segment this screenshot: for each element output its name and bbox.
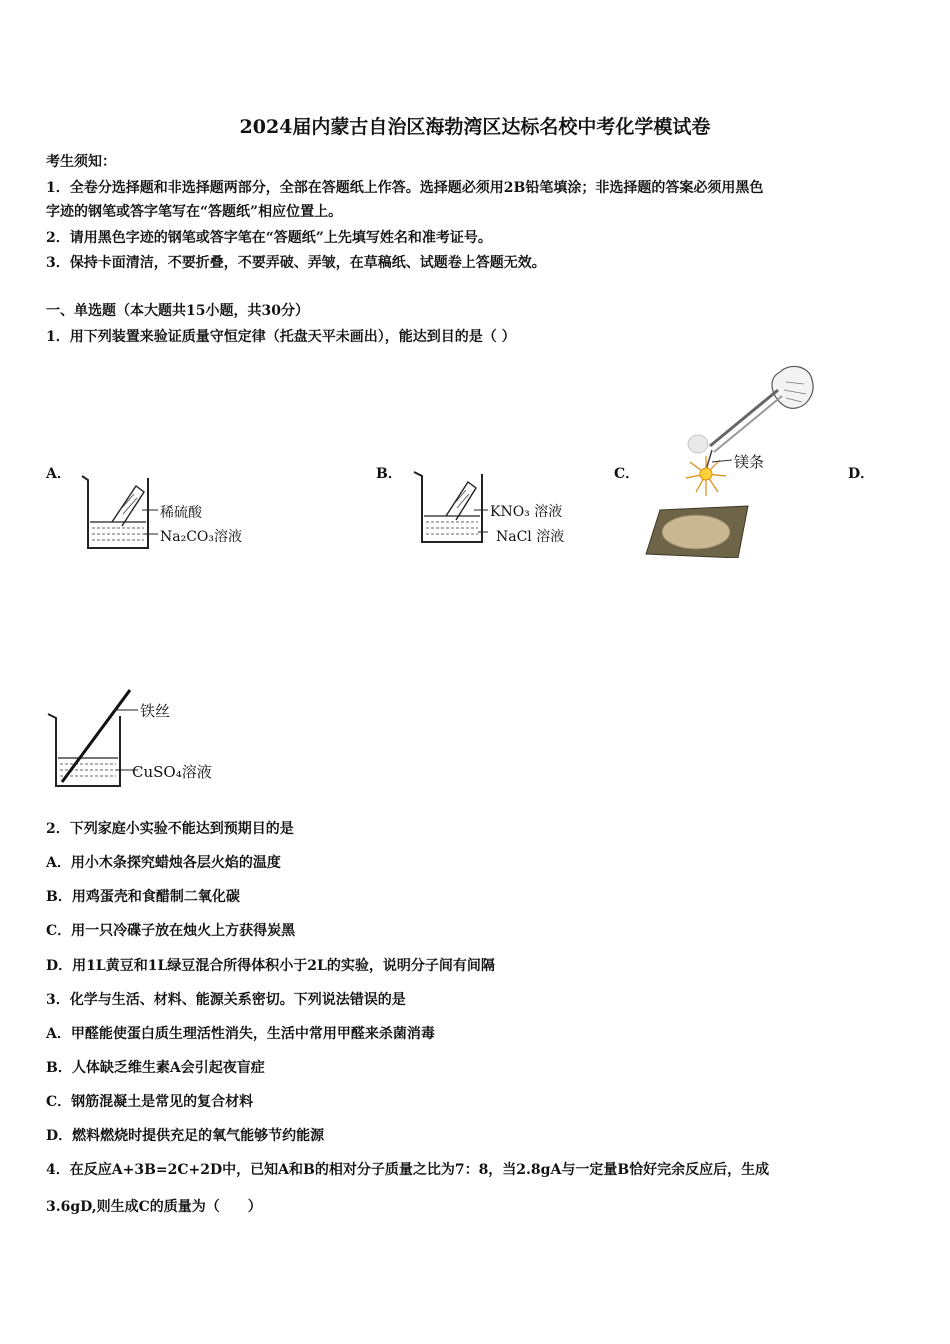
page-title: 2024届内蒙古自治区海勃湾区达标名校中考化学模试卷 bbox=[239, 116, 711, 138]
q1-option-a-beaker-diagram bbox=[78, 470, 158, 554]
q1-option-a-letter: A． bbox=[46, 466, 71, 482]
q2-option-a: A．用小木条探究蜡烛各层火焰的温度 bbox=[46, 855, 281, 871]
q1-stem: 1．用下列装置来验证质量守恒定律（托盘天平未画出），能达到目的是（ ） bbox=[46, 329, 516, 345]
q1-option-c-magnesium-burning-diagram bbox=[640, 362, 820, 558]
section-heading: 一、单选题（本大题共15小题，共30分） bbox=[46, 303, 309, 319]
q3-option-b: B．人体缺乏维生素A会引起夜盲症 bbox=[46, 1060, 265, 1076]
q1-option-a-label-top: 稀硫酸 bbox=[160, 505, 202, 521]
notice-line-1: 1．全卷分选择题和非选择题两部分，全部在答题纸上作答。选择题必须用2B铅笔填涂；非选择题的答案必须用黑色 bbox=[46, 180, 764, 196]
q1-option-d-letter: D． bbox=[848, 466, 875, 482]
q2-option-c: C．用一只冷碟子放在烛火上方获得炭黑 bbox=[46, 923, 296, 939]
q3-option-a: A．甲醛能使蛋白质生理活性消失，生活中常用甲醛来杀菌消毒 bbox=[46, 1026, 435, 1042]
q2-stem: 2．下列家庭小实验不能达到预期目的是 bbox=[46, 821, 294, 837]
q3-option-d: D．燃料燃烧时提供充足的氧气能够节约能源 bbox=[46, 1128, 325, 1144]
q1-option-d-beaker-diagram bbox=[44, 688, 140, 788]
q1-option-b-label-top: KNO₃ 溶液 bbox=[490, 504, 563, 520]
q1-option-d-label-top: 铁丝 bbox=[140, 702, 171, 720]
q3-option-c: C．钢筋混凝土是常见的复合材料 bbox=[46, 1094, 254, 1110]
q4-stem-line-2: 3.6gD,则生成C的质量为（ ） bbox=[46, 1199, 262, 1215]
notice-line-3: 2．请用黑色字迹的钢笔或答字笔在“答题纸”上先填写姓名和准考证号。 bbox=[46, 230, 492, 246]
notice-line-2: 字迹的钢笔或答字笔写在“答题纸”相应位置上。 bbox=[46, 204, 343, 220]
notice-line-4: 3．保持卡面清洁，不要折叠，不要弄破、弄皱，在草稿纸、试题卷上答题无效。 bbox=[46, 255, 546, 271]
q2-option-b: B．用鸡蛋壳和食醋制二氧化碳 bbox=[46, 889, 240, 905]
q1-option-b-letter: B． bbox=[376, 466, 402, 482]
q1-option-c-label: 镁条 bbox=[734, 453, 765, 471]
q1-option-b-beaker-diagram bbox=[408, 466, 488, 550]
q4-stem-line-1: 4．在反应A+3B=2C+2D中，已知A和B的相对分子质量之比为7：8，当2.8gA与一定量B恰好完余反应后，生成 bbox=[46, 1162, 770, 1178]
q1-option-a-label-bottom: Na₂CO₃溶液 bbox=[160, 529, 243, 545]
q2-option-d: D．用1L黄豆和1L绿豆混合所得体积小于2L的实验，说明分子间有间隔 bbox=[46, 958, 495, 974]
notice-heading: 考生须知： bbox=[46, 154, 116, 170]
q3-stem: 3．化学与生活、材料、能源关系密切。下列说法错误的是 bbox=[46, 992, 406, 1008]
q1-option-b-label-bottom: NaCl 溶液 bbox=[496, 529, 565, 545]
q1-option-d-label-bottom: CuSO₄溶液 bbox=[132, 763, 212, 781]
q1-option-c-letter: C． bbox=[614, 466, 640, 482]
